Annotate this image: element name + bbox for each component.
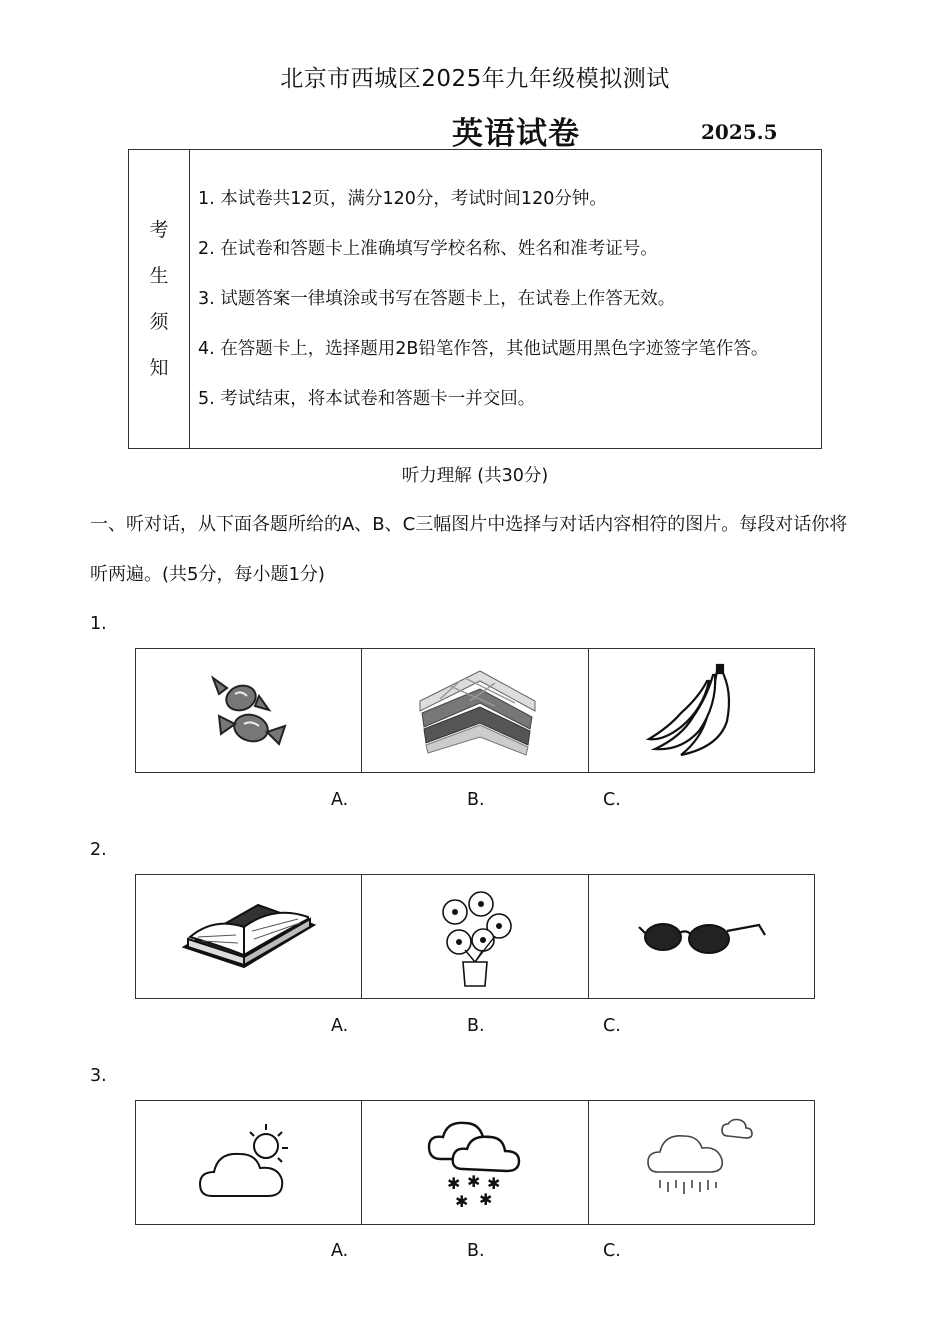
option-label-b: B. bbox=[467, 790, 485, 810]
flowers-icon bbox=[425, 884, 525, 990]
rule-item: 3. 试题答案一律填涂或书写在答题卡上，在试卷上作答无效。 bbox=[198, 289, 676, 309]
option-labels bbox=[0, 790, 950, 814]
picture-row-2 bbox=[135, 874, 815, 999]
option-b-picture[interactable] bbox=[362, 1101, 588, 1224]
banana-icon bbox=[641, 661, 761, 761]
notice-side-label bbox=[129, 150, 190, 449]
snow-icon bbox=[425, 1115, 525, 1211]
option-a-picture[interactable] bbox=[136, 649, 362, 772]
section-instruction: 一、听对话，从下面各题所给的A、B、C三幅图片中选择与对话内容相符的图片。每段对话你将听两遍。(共5分，每小题1分) bbox=[90, 514, 848, 585]
option-label-c: C. bbox=[603, 1241, 621, 1261]
exam-title: 北京市西城区2025年九年级模拟测试 bbox=[280, 66, 670, 92]
question-number: 1. bbox=[90, 614, 107, 634]
subtitle-row bbox=[0, 108, 950, 152]
option-label-c: C. bbox=[603, 790, 621, 810]
book-icon bbox=[174, 887, 324, 987]
option-label-c: C. bbox=[603, 1016, 621, 1036]
option-labels bbox=[0, 1241, 950, 1265]
rule-item: 5. 考试结束，将本试卷和答题卡一并交回。 bbox=[198, 389, 536, 409]
option-label-a: A. bbox=[331, 790, 349, 810]
rule-item: 1. 本试卷共12页，满分120分，考试时间120分钟。 bbox=[198, 189, 607, 209]
side-char: 须 bbox=[149, 311, 169, 333]
svg-text:✱: ✱ bbox=[486, 1173, 501, 1193]
svg-text:✱: ✱ bbox=[466, 1171, 481, 1191]
option-b-picture[interactable] bbox=[362, 649, 588, 772]
picture-row-3 bbox=[135, 1100, 815, 1225]
candy-icon bbox=[199, 666, 299, 756]
option-label-b: B. bbox=[467, 1016, 485, 1036]
exam-subtitle: 英语试卷 bbox=[452, 116, 580, 152]
option-labels bbox=[0, 1016, 950, 1040]
notice-rules bbox=[190, 150, 822, 449]
option-c-picture[interactable] bbox=[589, 875, 814, 998]
cloud-sun-icon bbox=[194, 1118, 304, 1208]
exam-date: 2025.5 bbox=[701, 120, 778, 144]
rule-item: 2. 在试卷和答题卡上准确填写学校名称、姓名和准考证号。 bbox=[198, 239, 658, 259]
rule-item: 4. 在答题卡上，选择题用2B铅笔作答，其他试题用黑色字迹签字笔作答。 bbox=[198, 339, 769, 359]
option-c-picture[interactable] bbox=[589, 649, 814, 772]
svg-text:✱: ✱ bbox=[446, 1173, 461, 1193]
svg-text:✱: ✱ bbox=[454, 1191, 469, 1211]
side-char: 考 bbox=[149, 219, 169, 241]
option-label-b: B. bbox=[467, 1241, 485, 1261]
question-number: 2. bbox=[90, 840, 107, 860]
svg-text:✱: ✱ bbox=[478, 1189, 493, 1209]
sandwich-icon bbox=[400, 661, 550, 761]
option-a-picture[interactable] bbox=[136, 875, 362, 998]
option-a-picture[interactable] bbox=[136, 1101, 362, 1224]
question-number: 3. bbox=[90, 1066, 107, 1086]
option-label-a: A. bbox=[331, 1241, 349, 1261]
rain-icon bbox=[646, 1118, 756, 1208]
picture-row-1 bbox=[135, 648, 815, 773]
section-title: 听力理解 (共30分) bbox=[401, 466, 549, 486]
side-char: 知 bbox=[149, 357, 169, 379]
option-label-a: A. bbox=[331, 1016, 349, 1036]
option-b-picture[interactable] bbox=[362, 875, 588, 998]
side-char: 生 bbox=[149, 265, 169, 287]
sunglasses-icon bbox=[631, 907, 771, 967]
option-c-picture[interactable] bbox=[589, 1101, 814, 1224]
notice-table bbox=[128, 149, 822, 449]
